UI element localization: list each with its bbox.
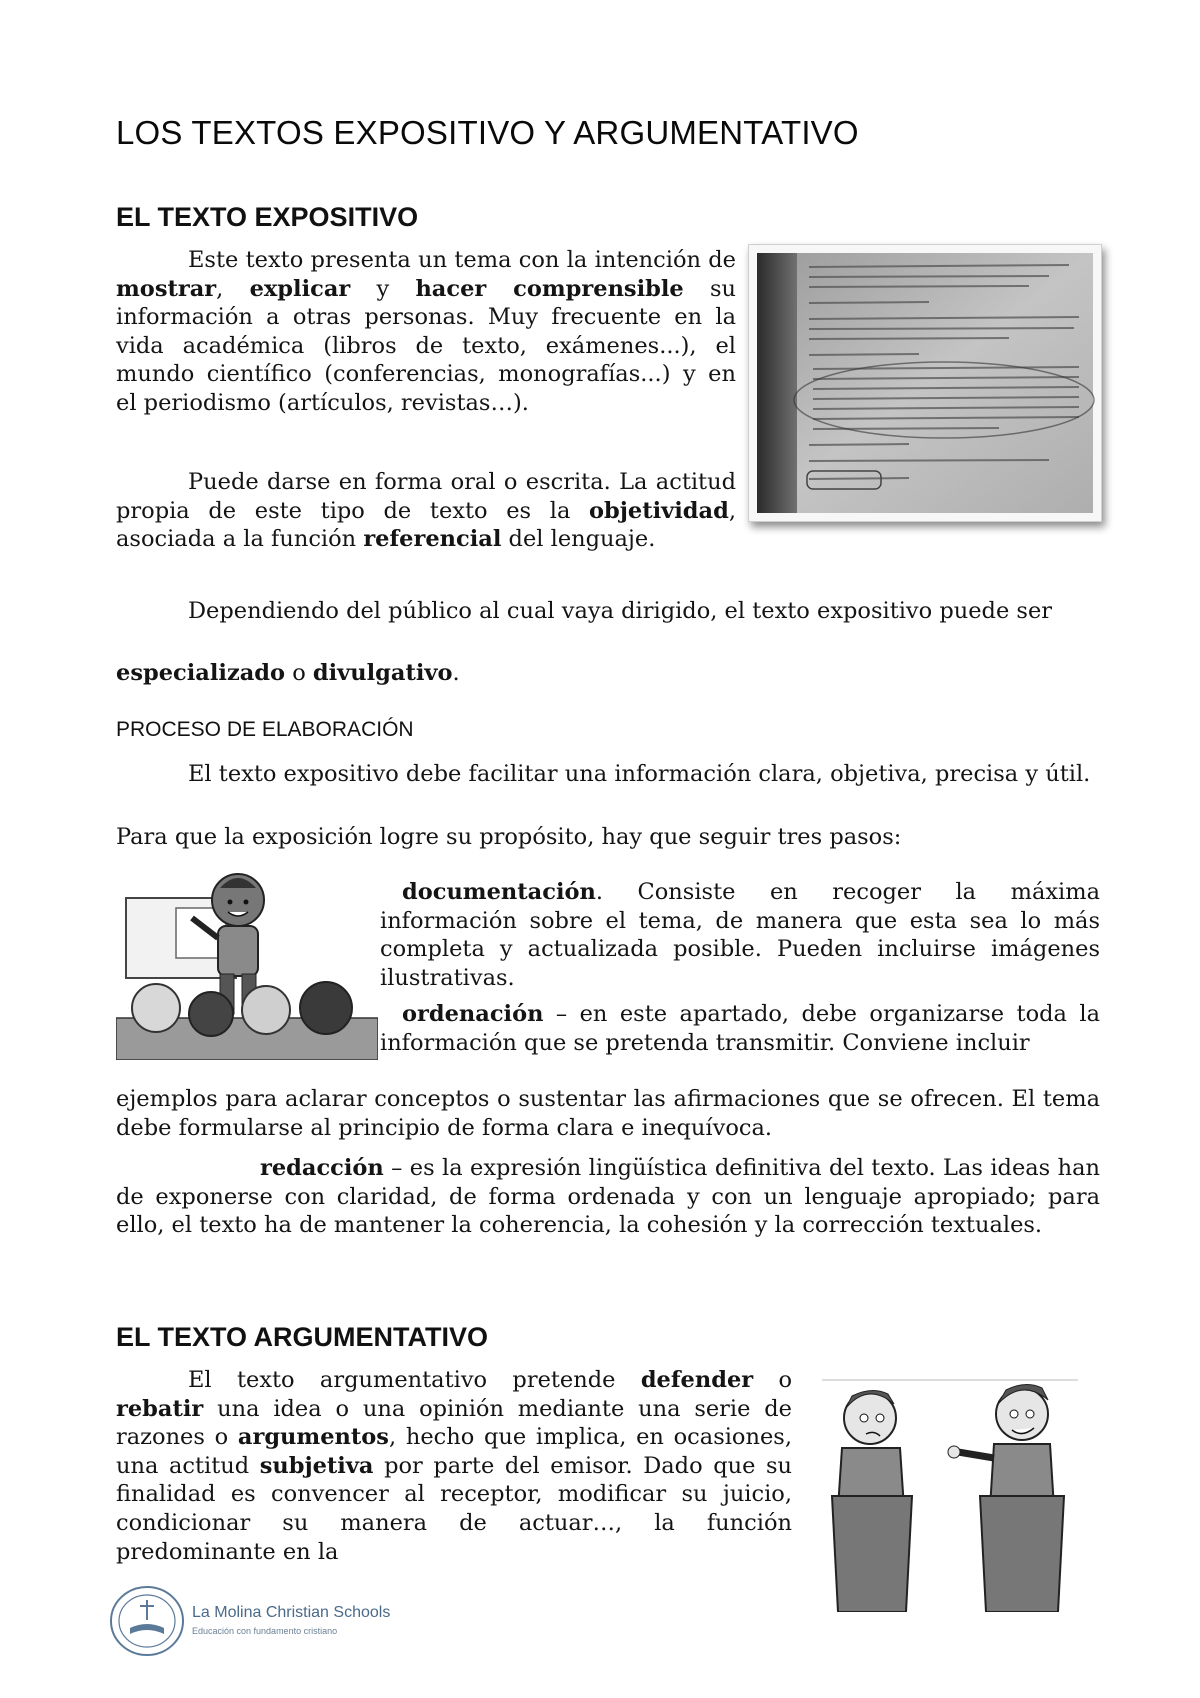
text-run: o — [753, 1367, 793, 1393]
text-run: , asociada a la función — [116, 497, 736, 553]
textbook-page-image — [749, 245, 1101, 521]
school-tagline: Educación con fundamento cristiano — [192, 1626, 338, 1636]
text-run: Puede darse en forma oral o escrita. La actitud propia de este tipo de texto es la — [116, 469, 736, 524]
proceso-paragraph-2: Para que la exposición logre su propósito, hay que seguir tres pasos: — [116, 824, 902, 850]
expositivo-paragraph-2 — [116, 468, 736, 554]
step-ordenacion-cont: ejemplos para aclarar conceptos o sustentar las afirmaciones que se ofrecen. El tema debe formularse al principio de forma clara e inequívoca. — [116, 1086, 1100, 1141]
text-run: su información a otras personas. Muy frecuente en la vida académica (libros de texto, exámenes...), el mundo científico (conferencias, monografías...) y en el periodismo (artículos, revistas…). — [116, 275, 736, 416]
school-name: La Molina Christian Schools — [192, 1604, 391, 1621]
bold-term: rebatir — [116, 1395, 204, 1422]
bold-term: especializado — [116, 660, 286, 686]
section-heading-expositivo: EL TEXTO EXPOSITIVO — [116, 202, 419, 232]
argumentativo-paragraph-1 — [116, 1366, 792, 1566]
bold-term: divulgativo — [312, 660, 453, 686]
school-seal-icon — [108, 1584, 186, 1658]
school-logo — [108, 1584, 408, 1658]
text-run: – en este apartado, debe organizarse toda la información que se pretenda transmitir. Conviene incluir — [380, 1001, 1100, 1056]
step-redaccion — [116, 1154, 1100, 1240]
step-ordenacion — [380, 1000, 1100, 1057]
step-documentacion — [380, 878, 1100, 992]
expositivo-paragraph-3: Dependiendo del público al cual vaya dirigido, el texto expositivo puede ser — [188, 598, 1053, 624]
section-heading-argumentativo: EL TEXTO ARGUMENTATIVO — [116, 1322, 489, 1352]
bold-term: hacer comprensible — [415, 275, 684, 302]
text-run: Este texto presenta un tema con la intención de — [188, 247, 736, 273]
proceso-paragraph-1: El texto expositivo debe facilitar una información clara, objetiva, precisa y útil. — [188, 761, 1091, 787]
debate-illustration — [822, 1378, 1078, 1612]
bold-term: explicar — [249, 275, 351, 302]
text-run: y — [350, 275, 416, 302]
text-run: El texto argumentativo pretende — [188, 1367, 641, 1393]
bold-term: subjetiva — [259, 1452, 374, 1479]
bold-term: referencial — [363, 526, 502, 553]
bold-term: defender — [640, 1367, 754, 1393]
page-title: LOS TEXTOS EXPOSITIVO Y ARGUMENTATIVO — [116, 114, 859, 151]
teacher-students-drawing — [116, 858, 378, 1060]
bold-term: redacción — [260, 1155, 384, 1181]
debate-drawing — [822, 1378, 1078, 1612]
text-run: una idea o una opinión mediante una serie de razones o — [116, 1395, 792, 1451]
text-run: , — [216, 275, 250, 302]
text-run: del lenguaje. — [501, 526, 656, 553]
bold-term: ordenación — [402, 1001, 544, 1027]
bold-term: argumentos — [237, 1424, 389, 1451]
text-run: . — [452, 660, 460, 686]
textbook-photo — [748, 244, 1102, 522]
bold-term: objetividad — [589, 497, 729, 524]
text-run: . Consiste en recoger la máxima información sobre el tema, de manera que esta sea lo más completa y actualizada posible. Pueden incluirse imágenes ilustrativas. — [380, 879, 1100, 991]
text-run: por parte del emisor. Dado que su finalidad es convencer al receptor, modificar su juicio, condicionar su manera de actuar…, la función predominante en la — [116, 1452, 792, 1565]
classroom-illustration — [116, 858, 378, 1060]
expositivo-paragraph-1 — [116, 246, 736, 418]
text-run: – es la expresión lingüística definitiva del texto. Las ideas han de exponerse con claridad, de forma ordenada y con un lenguaje apropiado; para ello, el texto ha de mantener la coherencia, la cohesión y la corrección textuales. — [116, 1155, 1100, 1239]
text-run: , hecho que implica, en ocasiones, una actitud — [116, 1424, 792, 1479]
subsection-heading-proceso: PROCESO DE ELABORACIÓN — [116, 718, 414, 741]
bold-term: mostrar — [116, 275, 217, 302]
text-run: o — [285, 660, 313, 686]
expositivo-paragraph-3-cont — [116, 659, 616, 688]
bold-term: documentación — [402, 879, 596, 905]
